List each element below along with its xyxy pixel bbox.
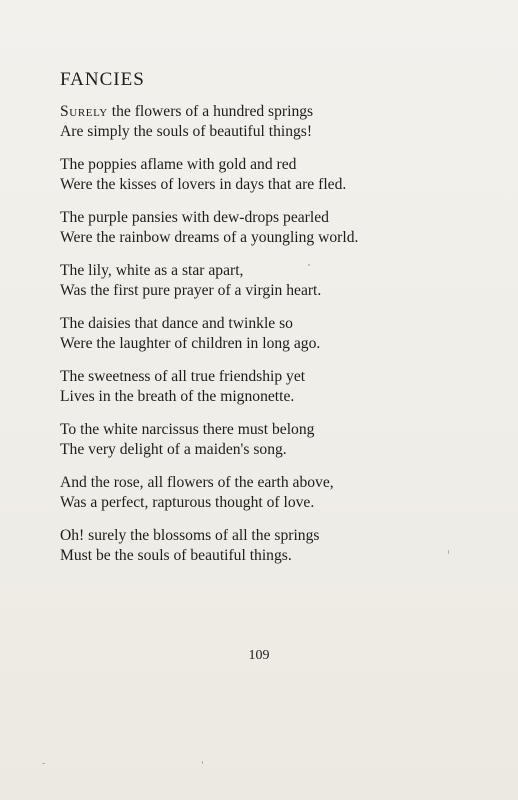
stanza xyxy=(60,420,490,460)
stanza xyxy=(60,208,490,248)
opening-word: Surely xyxy=(60,103,108,120)
poem-line: The purple pansies with dew-drops pearled xyxy=(60,209,329,226)
line-text: the flowers of a hundred springs xyxy=(107,103,314,120)
page-number: 109 xyxy=(248,648,270,663)
poem-line: Was the first pure prayer of a virgin heart. xyxy=(60,282,322,299)
paper-speck xyxy=(202,761,203,764)
paper-speck xyxy=(42,763,45,764)
stanza xyxy=(60,155,490,195)
stanza xyxy=(60,367,490,407)
stanza xyxy=(60,102,490,142)
poem-line: Lives in the breath of the mignonette. xyxy=(60,388,295,405)
poem-line: Were the kisses of lovers in days that are fled. xyxy=(60,176,347,193)
poem-body xyxy=(60,102,490,579)
poem-line: The sweetness of all true friendship yet xyxy=(60,368,306,385)
poem-line: The very delight of a maiden's song. xyxy=(60,441,287,458)
poem-line: Were the rainbow dreams of a youngling world. xyxy=(60,229,359,246)
stanza xyxy=(60,261,490,301)
poem-line: The poppies aflame with gold and red xyxy=(60,156,297,173)
stanza xyxy=(60,526,490,566)
poem-line: Was a perfect, rapturous thought of love. xyxy=(60,494,315,511)
poem-title: FANCIES xyxy=(60,69,145,90)
poem-line: Oh! surely the blossoms of all the springs xyxy=(60,527,320,544)
poem-line: Were the laughter of children in long ago. xyxy=(60,335,321,352)
poem-line xyxy=(60,102,490,122)
poem-line: Must be the souls of beautiful things. xyxy=(60,547,292,564)
stanza xyxy=(60,314,490,354)
poem-line: The lily, white as a star apart, xyxy=(60,262,244,279)
poem-line: Are simply the souls of beautiful things! xyxy=(60,123,313,140)
poem-line: And the rose, all flowers of the earth above, xyxy=(60,474,334,491)
paper-speck xyxy=(308,264,310,266)
poem-line: The daisies that dance and twinkle so xyxy=(60,315,293,332)
stanza xyxy=(60,473,490,513)
paper-speck xyxy=(448,550,449,554)
poem-line: To the white narcissus there must belong xyxy=(60,421,315,438)
